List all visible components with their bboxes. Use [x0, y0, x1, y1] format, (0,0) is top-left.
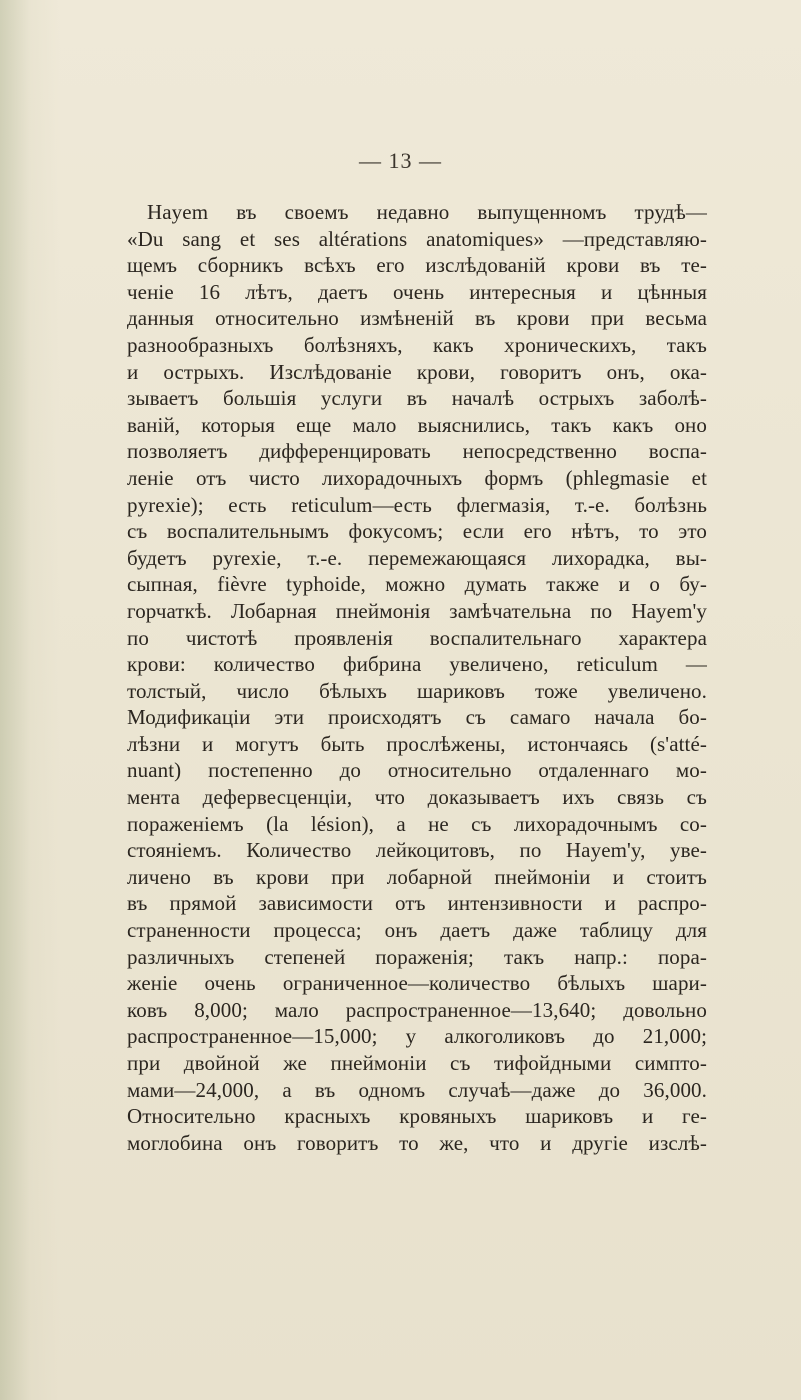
text-line: сыпная, fièvre typhoide, можно думать также и о бу- — [127, 572, 707, 597]
text-line: женіе очень ограниченное—количество бѣлыхъ шари- — [127, 971, 707, 996]
text-line: ченіе 16 лѣтъ, даетъ очень интересныя и цѣнныя — [127, 279, 707, 304]
text-line: мами—24,000, а въ одномъ случаѣ—даже до 36,000. — [127, 1077, 707, 1102]
text-line: nuant) постепенно до относительно отдаленнаго мо- — [127, 758, 707, 783]
text-line: леніе отъ чисто лихорадочныхъ формъ (phlegmasie et — [127, 465, 707, 490]
text-line: толстый, число бѣлыхъ шариковъ тоже увеличено. — [127, 678, 707, 703]
text-line: «Du sang et ses altérations anatomiques» —представляю- — [127, 226, 707, 251]
text-line: Относительно красныхъ кровяныхъ шариковъ и ге- — [127, 1104, 707, 1129]
text-line: различныхъ степеней пораженія; такъ напр.: пора- — [127, 944, 707, 969]
text-line: будетъ pyrexie, т.-е. перемежающаяся лихорадка, вы- — [127, 545, 707, 570]
text-line: пораженіемъ (la lésion), а не съ лихорадочнымъ со- — [127, 811, 707, 836]
text-line: Модификаціи эти происходятъ съ самаго начала бо- — [127, 705, 707, 730]
text-line: по чистотѣ проявленія воспалительнаго характера — [127, 625, 707, 650]
page-number: — 13 — — [359, 148, 442, 173]
text-line: при двойной же пнеймоніи съ тифойдными симпто- — [127, 1051, 707, 1075]
text-line: лѣзни и могутъ быть прослѣжены, истончаясь (s'atté- — [127, 731, 707, 756]
text-line: страненности процесса; онъ даетъ даже таблицу для — [127, 918, 707, 943]
text-line: моглобина онъ говоритъ то же, что и другіе изслѣ- — [127, 1130, 707, 1155]
text-line: въ прямой зависимости отъ интензивности и распро- — [127, 891, 707, 916]
text-line: разнообразныхъ болѣзняхъ, какъ хроническихъ, такъ — [127, 332, 707, 357]
text-line: ковъ 8,000; мало распространенное—13,640; довольно — [127, 997, 707, 1022]
text-line: распространенное—15,000; у алкоголиковъ до 21,000; — [127, 1024, 707, 1049]
body-text — [127, 199, 707, 1156]
text-line: мента дефервесценціи, что доказываетъ ихъ связь съ — [127, 785, 707, 810]
text-line: личено въ крови при лобарной пнеймоніи и стоитъ — [127, 864, 707, 889]
text-line: pyrexie); есть reticulum—есть флегмазія, т.-е. болѣзнь — [127, 492, 707, 517]
text-line: съ воспалительнымъ фокусомъ; если его нѣтъ, то это — [127, 519, 707, 544]
text-line: горчаткѣ. Лобарная пнеймонія замѣчательна по Hayem'y — [127, 598, 707, 623]
text-line: и острыхъ. Изслѣдованіе крови, говоритъ онъ, ока- — [127, 359, 707, 384]
text-line: крови: количество фибрина увеличено, reticulum — — [127, 652, 707, 677]
text-line: стояніемъ. Количество лейкоцитовъ, по Hayem'y, уве- — [127, 838, 707, 863]
text-line: позволяетъ дифференцировать непосредственно воспа- — [127, 439, 707, 464]
text-line: зываетъ большія услуги въ началѣ острыхъ заболѣ- — [127, 386, 707, 411]
text-line: Hayem въ своемъ недавно выпущенномъ трудѣ— — [147, 200, 707, 224]
text-line: данныя относительно измѣненій въ крови при весьма — [127, 306, 707, 331]
text-line: ваній, которыя еще мало выяснились, такъ какъ оно — [127, 412, 707, 437]
text-line: щемъ сборникъ всѣхъ его изслѣдованій крови въ те- — [127, 253, 707, 278]
